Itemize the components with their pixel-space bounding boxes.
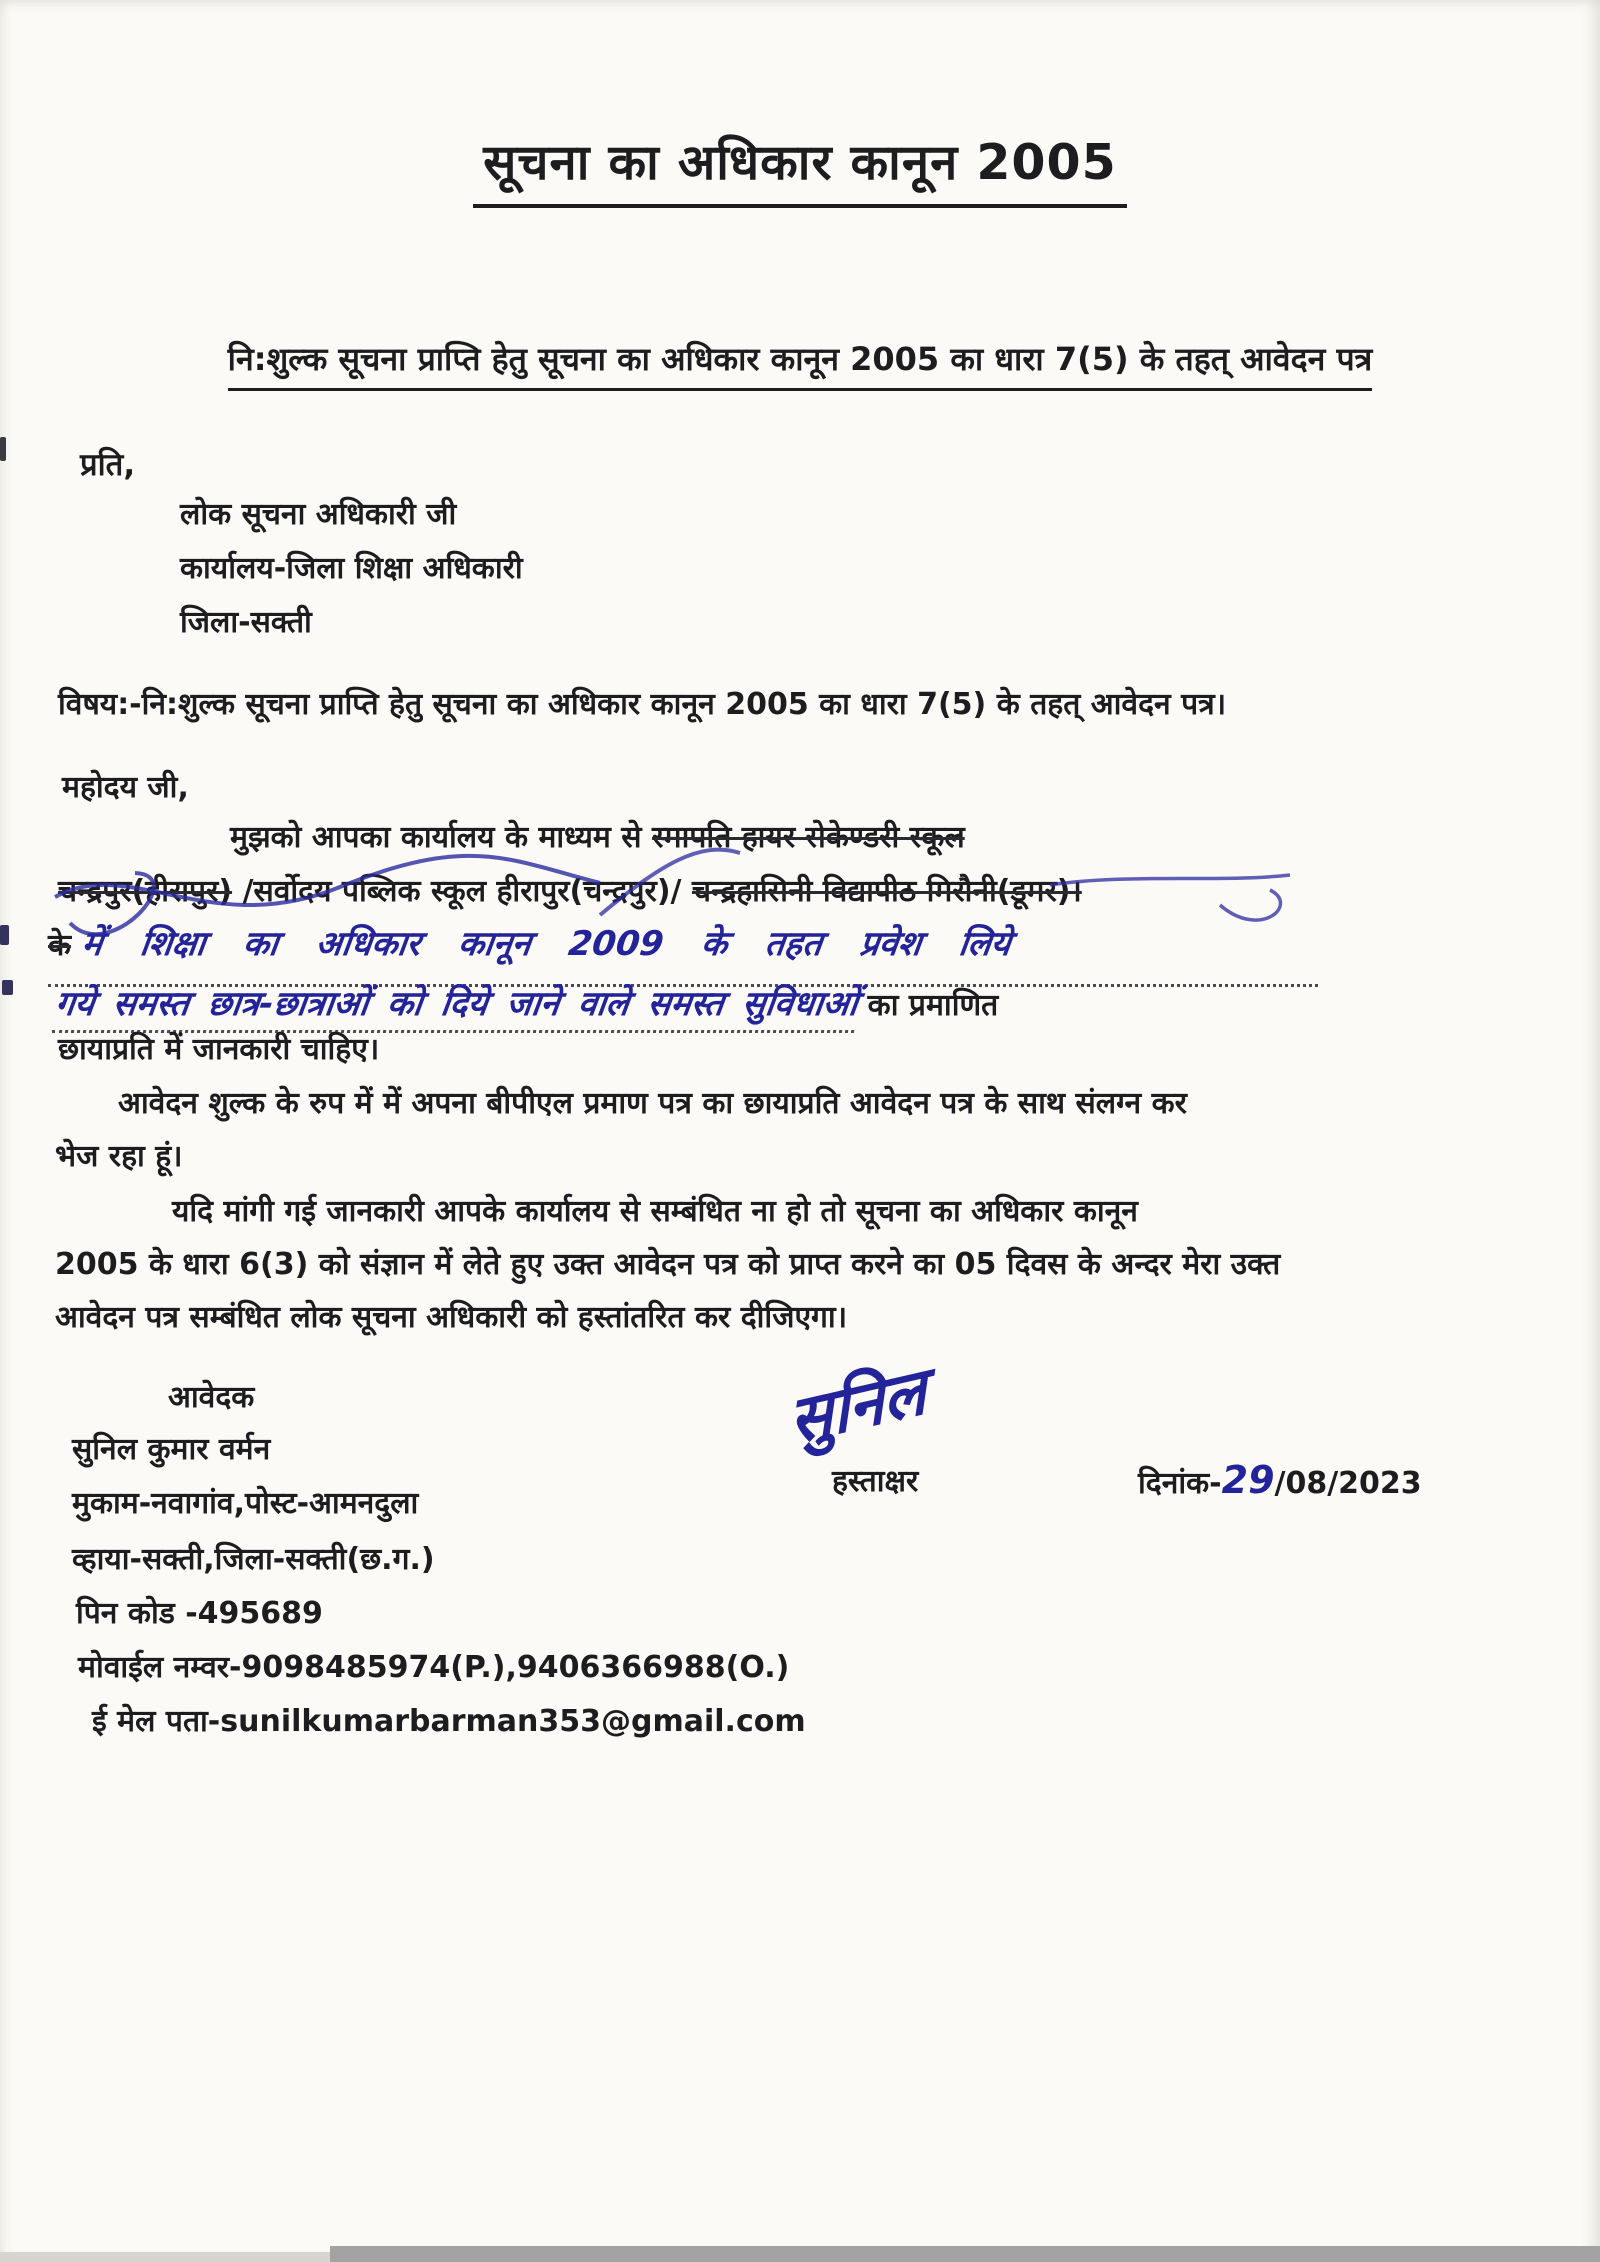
recipient-line-3: जिला-सक्ती	[180, 605, 312, 640]
scan-edge-bar-light	[0, 2252, 330, 2262]
subtitle	[10, 337, 1590, 391]
para1-line2-struck-school2: चन्द्रहासिनी विद्यापीठ मिरौनी(डूमर)।	[691, 874, 1082, 909]
para3-line1: यदि मांगी गई जानकारी आपके कार्यालय से सम्बंधित ना हो तो सूचना का अधिकार कानून	[172, 1194, 1138, 1229]
para1-line2-kept-school: /सर्वोदय पब्लिक स्कूल हीरापुर(चन्द्रपुर)/	[242, 874, 682, 909]
applicant-name: सुनिल कुमार वर्मन	[72, 1432, 271, 1467]
scan-edge-bar	[330, 2246, 1600, 2262]
para1-line1	[230, 818, 965, 857]
subtitle-text: नि:शुल्क सूचना प्राप्ति हेतु सूचना का अधिकार कानून 2005 का धारा 7(5) के तहत् आवेदन पत्र	[228, 337, 1373, 391]
handwritten-request-line1: में शिक्षा का अधिकार कानून 2009 के तहत प्रवेश लिये	[79, 924, 1013, 964]
applicant-address-line1: मुकाम-नवागांव,पोस्ट-आमनदुला	[72, 1486, 419, 1521]
para2-line1: आवेदन शुल्क के रुप में में अपना बीपीएल प्रमाण पत्र का छायाप्रति आवेदन पत्र के साथ संलग्न कर	[118, 1086, 1187, 1121]
date-label: दिनांक-	[1138, 1466, 1222, 1501]
para3-line3: आवेदन पत्र सम्बंधित लोक सूचना अधिकारी को हस्तांतरित कर दीजिएगा।	[55, 1300, 848, 1335]
subject-line: विषय:-नि:शुल्क सूचना प्राप्ति हेतु सूचना का अधिकार कानून 2005 का धारा 7(5) के तहत् आवेदन पत्र।	[58, 687, 1227, 722]
scan-mark	[0, 437, 6, 461]
handwritten-request-line2: गये समस्त छात्र-छात्राओं को दिये जाने वाले समस्त सुविधाओं	[52, 982, 861, 1033]
para1-line2-struck-place: चन्द्रपुर(हीरापुर)	[58, 874, 233, 909]
signature-label: हस्ताक्षर	[832, 1464, 919, 1499]
recipient-line-2: कार्यालय-जिला शिक्षा अधिकारी	[180, 551, 523, 586]
applicant-pincode: पिन कोड -495689	[76, 1596, 323, 1631]
page-title	[0, 128, 1600, 208]
scan-mark	[0, 925, 9, 945]
applicant-address-line2: व्हाया-सक्ती,जिला-सक्ती(छ.ग.)	[72, 1542, 435, 1577]
para1-line2	[58, 872, 1082, 911]
handwritten-signature: सुनिल	[786, 1354, 929, 1460]
recipient-line-1: लोक सूचना अधिकारी जी	[180, 497, 457, 532]
para1-line5: छायाप्रति में जानकारी चाहिए।	[58, 1032, 380, 1067]
para1-line3-blank	[48, 922, 1318, 987]
para1-line1-text: मुझको आपका कार्यालय के माध्यम से	[230, 820, 642, 855]
para1-line4-printed-tail: का प्रमाणित	[867, 988, 999, 1023]
para2-line2: भेज रहा हूं।	[55, 1139, 183, 1174]
date-rest: /08/2023	[1274, 1466, 1422, 1501]
salutation: प्रति,	[80, 447, 136, 483]
para1-line4	[52, 982, 999, 1033]
para1-line1-struck-school: स्मापति हायर सेकेण्डरी स्कूल	[652, 820, 965, 855]
handwritten-date-day: 29	[1221, 1458, 1275, 1502]
para3-line2: 2005 के धारा 6(3) को संज्ञान में लेते हुए उक्त आवेदन पत्र को प्राप्त करने का 05 दिवस के अन्दर मेरा उक्त	[55, 1247, 1281, 1282]
scan-mark	[2, 980, 13, 995]
applicant-label: आवेदक	[168, 1380, 255, 1415]
applicant-email: ई मेल पता-sunilkumarbarman353@gmail.com	[92, 1704, 806, 1739]
page-title-text: सूचना का अधिकार कानून 2005	[473, 128, 1126, 208]
applicant-mobile: मोवाईल नम्वर-9098485974(P.),9406366988(O.)	[78, 1650, 790, 1685]
greeting: महोदय जी,	[62, 770, 189, 805]
para1-line3-struck-ke: के	[48, 928, 72, 963]
date-line	[1138, 1456, 1422, 1505]
